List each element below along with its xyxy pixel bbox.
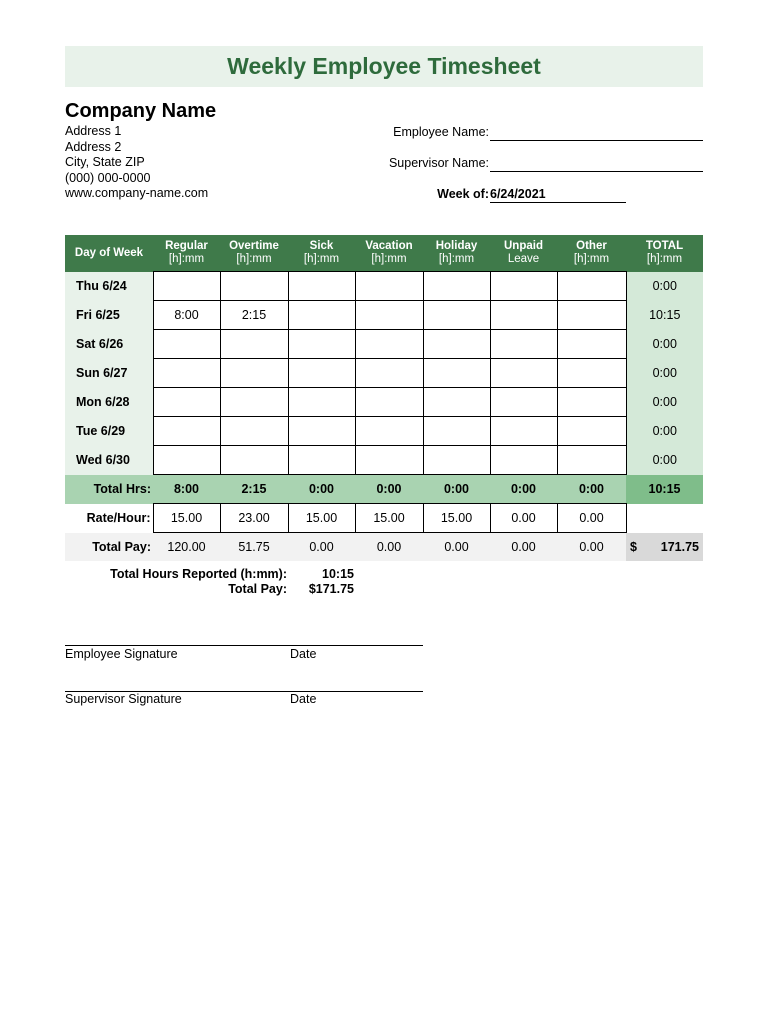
address-line-2: Address 2 bbox=[65, 139, 122, 154]
header-regular: Regular [h]:mm bbox=[153, 235, 220, 272]
row-total: 0:00 bbox=[626, 388, 703, 417]
currency-symbol: $ bbox=[630, 539, 637, 554]
supervisor-signature-label: Supervisor Signature bbox=[65, 692, 182, 706]
pay-sick: 0.00 bbox=[288, 533, 355, 562]
hours-cell-sick[interactable] bbox=[288, 359, 355, 388]
hours-cell-vacation[interactable] bbox=[355, 417, 423, 446]
row-total: 0:00 bbox=[626, 417, 703, 446]
rate-unpaid[interactable]: 0.00 bbox=[490, 504, 557, 533]
pay-regular: 120.00 bbox=[153, 533, 220, 562]
employee-signature-line[interactable] bbox=[65, 645, 423, 646]
pay-grand-total bbox=[626, 533, 703, 562]
employee-name-field[interactable] bbox=[490, 126, 703, 141]
hours-cell-unpaid[interactable] bbox=[490, 272, 557, 301]
rate-other[interactable]: 0.00 bbox=[557, 504, 626, 533]
hours-cell-unpaid[interactable] bbox=[490, 388, 557, 417]
hours-cell-overtime[interactable] bbox=[220, 359, 288, 388]
total-hours-row bbox=[65, 475, 703, 504]
week-of-field[interactable]: 6/24/2021 bbox=[490, 187, 626, 203]
hours-cell-sick[interactable] bbox=[288, 388, 355, 417]
header-overtime: Overtime [h]:mm bbox=[220, 235, 288, 272]
hours-cell-unpaid[interactable] bbox=[490, 417, 557, 446]
rate-label: Rate/Hour: bbox=[65, 504, 153, 533]
table-row bbox=[65, 359, 703, 388]
supervisor-date-label: Date bbox=[290, 692, 317, 706]
hours-cell-holiday[interactable] bbox=[423, 446, 490, 475]
total-hours-holiday: 0:00 bbox=[423, 475, 490, 504]
supervisor-name-label: Supervisor Name: bbox=[388, 156, 489, 170]
total-pay-label: Total Pay: bbox=[65, 533, 153, 562]
row-total: 0:00 bbox=[626, 446, 703, 475]
total-hours-sick: 0:00 bbox=[288, 475, 355, 504]
pay-vacation: 0.00 bbox=[355, 533, 423, 562]
day-label: Sun 6/27 bbox=[65, 359, 153, 388]
rate-sick[interactable]: 15.00 bbox=[288, 504, 355, 533]
header-total: TOTAL [h]:mm bbox=[626, 235, 703, 272]
rate-row bbox=[65, 504, 703, 533]
hours-cell-vacation[interactable] bbox=[355, 446, 423, 475]
table-row bbox=[65, 301, 703, 330]
day-label: Fri 6/25 bbox=[65, 301, 153, 330]
title-banner bbox=[65, 46, 703, 87]
hours-cell-overtime[interactable] bbox=[220, 388, 288, 417]
hours-cell-vacation[interactable] bbox=[355, 359, 423, 388]
hours-cell-regular[interactable]: 8:00 bbox=[153, 301, 220, 330]
hours-cell-other[interactable] bbox=[557, 359, 626, 388]
pay-other: 0.00 bbox=[557, 533, 626, 562]
header-vacation: Vacation [h]:mm bbox=[355, 235, 423, 272]
day-label: Tue 6/29 bbox=[65, 417, 153, 446]
hours-cell-other[interactable] bbox=[557, 388, 626, 417]
address-line-1: Address 1 bbox=[65, 124, 122, 138]
hours-cell-sick[interactable] bbox=[288, 301, 355, 330]
supervisor-name-field[interactable] bbox=[490, 157, 703, 172]
hours-cell-vacation[interactable] bbox=[355, 330, 423, 359]
company-address bbox=[65, 124, 208, 202]
hours-cell-vacation[interactable] bbox=[355, 272, 423, 301]
employee-name-label: Employee Name: bbox=[393, 125, 489, 139]
table-header-row bbox=[65, 235, 703, 272]
pay-unpaid: 0.00 bbox=[490, 533, 557, 562]
hours-cell-unpaid[interactable] bbox=[490, 359, 557, 388]
table-row bbox=[65, 417, 703, 446]
row-total: 0:00 bbox=[626, 330, 703, 359]
row-total: 0:00 bbox=[626, 272, 703, 301]
hours-cell-holiday[interactable] bbox=[423, 330, 490, 359]
hours-cell-other[interactable] bbox=[557, 330, 626, 359]
day-label: Thu 6/24 bbox=[65, 272, 153, 301]
rate-vacation[interactable]: 15.00 bbox=[355, 504, 423, 533]
hours-cell-unpaid[interactable] bbox=[490, 446, 557, 475]
rate-holiday[interactable]: 15.00 bbox=[423, 504, 490, 533]
hours-cell-vacation[interactable] bbox=[355, 388, 423, 417]
hours-cell-sick[interactable] bbox=[288, 417, 355, 446]
summary-hours-label: Total Hours Reported (h:mm): bbox=[110, 567, 287, 581]
total-hours-label: Total Hrs: bbox=[65, 475, 153, 504]
hours-cell-sick[interactable] bbox=[288, 446, 355, 475]
day-label: Wed 6/30 bbox=[65, 446, 153, 475]
table-row bbox=[65, 388, 703, 417]
company-website: www.company-name.com bbox=[65, 186, 209, 200]
row-total: 0:00 bbox=[626, 359, 703, 388]
hours-cell-sick[interactable] bbox=[288, 330, 355, 359]
total-hours-grand: 10:15 bbox=[626, 475, 703, 504]
summary-hours-value: 10:15 bbox=[322, 567, 354, 581]
header-day-of-week: Day of Week bbox=[65, 235, 153, 272]
rate-overtime[interactable]: 23.00 bbox=[220, 504, 288, 533]
total-hours-unpaid: 0:00 bbox=[490, 475, 557, 504]
total-pay-row bbox=[65, 533, 703, 562]
company-phone: (000) 000-0000 bbox=[65, 170, 151, 185]
hours-cell-unpaid[interactable] bbox=[490, 301, 557, 330]
hours-cell-holiday[interactable] bbox=[423, 301, 490, 330]
hours-cell-holiday[interactable] bbox=[423, 359, 490, 388]
table-row bbox=[65, 330, 703, 359]
hours-cell-regular[interactable] bbox=[153, 330, 220, 359]
week-of-label: Week of: bbox=[437, 187, 489, 201]
hours-cell-holiday[interactable] bbox=[423, 417, 490, 446]
hours-cell-holiday[interactable] bbox=[423, 388, 490, 417]
hours-cell-holiday[interactable] bbox=[423, 272, 490, 301]
page-title: Weekly Employee Timesheet bbox=[227, 53, 541, 79]
address-city-state-zip: City, State ZIP bbox=[65, 155, 145, 169]
hours-cell-overtime[interactable] bbox=[220, 417, 288, 446]
employee-signature-label: Employee Signature bbox=[65, 647, 178, 661]
hours-cell-regular[interactable] bbox=[153, 446, 220, 475]
hours-cell-other[interactable] bbox=[557, 301, 626, 330]
hours-cell-overtime[interactable] bbox=[220, 272, 288, 301]
day-label: Sat 6/26 bbox=[65, 330, 153, 359]
hours-cell-regular[interactable] bbox=[153, 417, 220, 446]
hours-cell-unpaid[interactable] bbox=[490, 330, 557, 359]
hours-cell-vacation[interactable] bbox=[355, 301, 423, 330]
hours-cell-overtime[interactable] bbox=[220, 330, 288, 359]
employee-date-label: Date bbox=[290, 647, 317, 661]
hours-cell-other[interactable] bbox=[557, 417, 626, 446]
total-hours-other: 0:00 bbox=[557, 475, 626, 504]
pay-holiday: 0.00 bbox=[423, 533, 490, 562]
total-hours-regular: 8:00 bbox=[153, 475, 220, 504]
hours-cell-overtime[interactable]: 2:15 bbox=[220, 301, 288, 330]
hours-cell-regular[interactable] bbox=[153, 359, 220, 388]
header-sick: Sick [h]:mm bbox=[288, 235, 355, 272]
day-label: Mon 6/28 bbox=[65, 388, 153, 417]
rate-regular[interactable]: 15.00 bbox=[153, 504, 220, 533]
pay-overtime: 51.75 bbox=[220, 533, 288, 562]
total-hours-vacation: 0:00 bbox=[355, 475, 423, 504]
hours-cell-overtime[interactable] bbox=[220, 446, 288, 475]
row-total: 10:15 bbox=[626, 301, 703, 330]
table-row bbox=[65, 446, 703, 475]
rate-total-blank bbox=[626, 504, 703, 533]
summary-pay-label: Total Pay: bbox=[228, 582, 287, 596]
hours-cell-regular[interactable] bbox=[153, 388, 220, 417]
hours-cell-other[interactable] bbox=[557, 272, 626, 301]
hours-cell-sick[interactable] bbox=[288, 272, 355, 301]
total-hours-overtime: 2:15 bbox=[220, 475, 288, 504]
header-holiday: Holiday [h]:mm bbox=[423, 235, 490, 272]
header-other: Other [h]:mm bbox=[557, 235, 626, 272]
header-unpaid-leave: Unpaid Leave bbox=[490, 235, 557, 272]
hours-cell-regular[interactable] bbox=[153, 272, 220, 301]
hours-cell-other[interactable] bbox=[557, 446, 626, 475]
table-row bbox=[65, 272, 703, 301]
timesheet-table bbox=[65, 235, 703, 561]
summary-pay-value: $171.75 bbox=[308, 582, 354, 596]
company-name: Company Name bbox=[65, 100, 217, 122]
pay-grand-value: 171.75 bbox=[660, 539, 699, 554]
